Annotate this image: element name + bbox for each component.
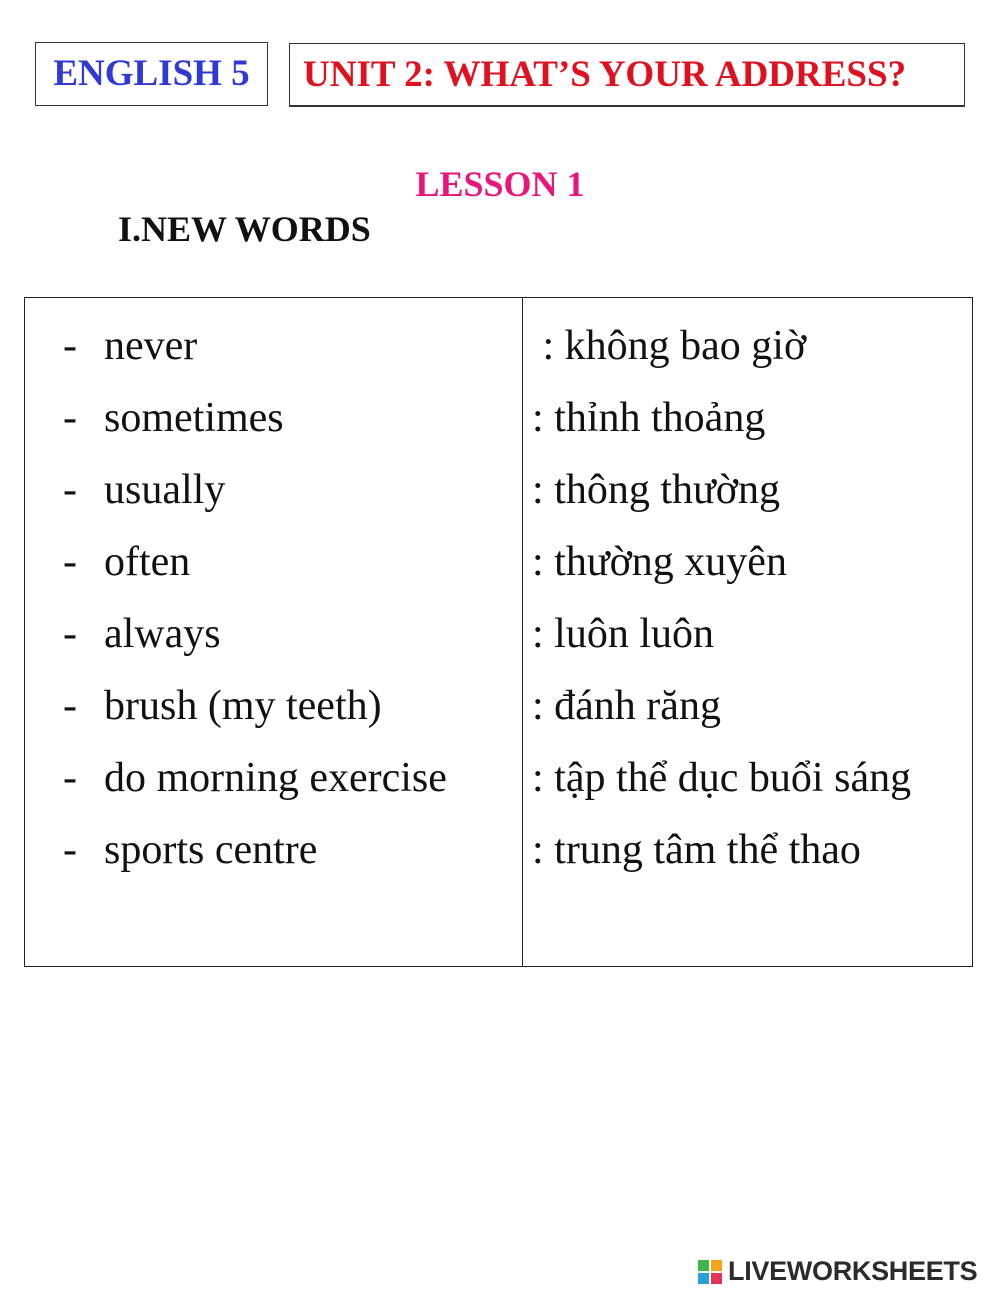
course-label: ENGLISH 5: [53, 53, 250, 94]
bullet-dash: -: [63, 683, 77, 729]
vocab-term: often: [104, 539, 191, 585]
vocab-row: [25, 538, 972, 598]
vocab-term: brush (my teeth): [104, 683, 382, 729]
vocab-row: [25, 826, 972, 886]
liveworksheets-logo-icon: [698, 1260, 722, 1284]
vocab-meaning: : thỉnh thoảng: [532, 395, 766, 441]
bullet-dash: -: [63, 827, 77, 873]
vocab-term: sports centre: [104, 827, 318, 873]
vocab-row: [25, 466, 972, 526]
vocab-meaning: : luôn luôn: [532, 611, 715, 657]
vocab-meaning: : thường xuyên: [532, 539, 787, 585]
vocabulary-table: [24, 297, 973, 967]
lesson-title: LESSON 1: [415, 164, 585, 204]
logo-square: [698, 1260, 709, 1271]
vocab-term: never: [104, 323, 198, 369]
logo-square: [698, 1273, 709, 1284]
bullet-dash: -: [63, 755, 77, 801]
logo-square: [711, 1273, 722, 1284]
vocab-meaning: : đánh răng: [532, 683, 721, 729]
section-title: I.NEW WORDS: [118, 209, 371, 249]
brand-name: LIVEWORKSHEETS: [728, 1256, 978, 1286]
vocab-meaning: : không bao giờ: [532, 323, 807, 369]
vocab-row: [25, 682, 972, 742]
course-label-box: [35, 42, 268, 106]
vocab-meaning: : trung tâm thể thao: [532, 827, 861, 873]
vocab-term: sometimes: [104, 395, 284, 441]
vocab-term: usually: [104, 467, 226, 513]
logo-square: [711, 1260, 722, 1271]
vocab-meaning: : tập thể dục buổi sáng: [532, 755, 912, 801]
vocab-row: [25, 610, 972, 670]
vocab-term: always: [104, 611, 221, 657]
vocab-row: [25, 394, 972, 454]
vocab-meaning: : thông thường: [532, 467, 780, 513]
vocab-row: [25, 754, 972, 814]
vocab-term: do morning exercise: [104, 755, 447, 801]
unit-title: UNIT 2: WHAT’S YOUR ADDRESS?: [303, 54, 907, 95]
vocab-row: [25, 322, 972, 382]
bullet-dash: -: [63, 323, 77, 369]
bullet-dash: -: [63, 395, 77, 441]
bullet-dash: -: [63, 611, 77, 657]
bullet-dash: -: [63, 539, 77, 585]
unit-title-box: [289, 43, 965, 107]
liveworksheets-logo[interactable]: [698, 1256, 977, 1286]
bullet-dash: -: [63, 467, 77, 513]
